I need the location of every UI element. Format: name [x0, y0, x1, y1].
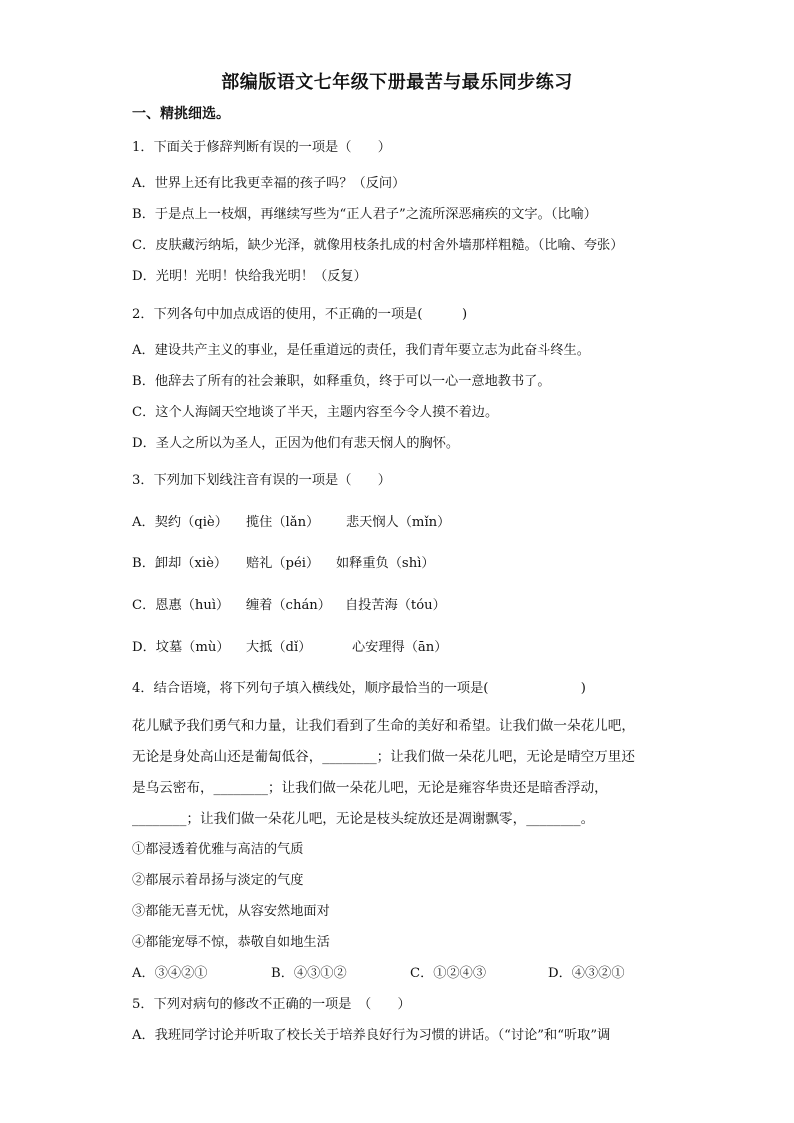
q4-item-4: ④都能宠辱不惊，恭敬自如地生活: [132, 935, 330, 950]
q3-b-term2: 赔礼（péi）: [246, 556, 320, 571]
q1-option-b: B．于是点上一枝烟，再继续写些为“正人君子”之流所深恶痛疾的文字。（比喻）: [132, 207, 597, 222]
q3-a-term1: A．契约（qiè）: [132, 515, 228, 530]
q2-option-d: D．圣人之所以为圣人，正因为他们有悲天悯人的胸怀。: [132, 436, 460, 451]
q2-option-c: C．这个人海阔天空地谈了半天，主题内容至今令人摸不着边。: [132, 405, 499, 420]
q3-c-term2: 缠着（chán）: [246, 598, 331, 613]
q4-choice-a: A．③④②①: [132, 966, 208, 981]
q1-stem: 1．下面关于修辞判断有误的一项是（ ）: [132, 140, 391, 155]
q2-option-a: A．建设共产主义的事业，是任重道远的责任，我们青年要立志为此奋斗终生。: [132, 343, 590, 358]
q4-paragraph-line-1: 花儿赋予我们勇气和力量，让我们看到了生命的美好和希望。让我们做一朵花儿吧，: [132, 718, 635, 734]
q4-paragraph-line-4: ________；让我们做一朵花儿吧，无论是枝头绽放还是凋谢飘零，________。: [132, 811, 595, 827]
q1-option-a: A．世界上还有比我更幸福的孩子吗？（反问）: [132, 176, 406, 191]
q4-paragraph-line-2: 无论是身处高山还是葡匐低谷，________；让我们做一朵花儿吧，无论是晴空万里还: [132, 749, 635, 765]
q3-b-term1: B．卸却（xiè）: [132, 556, 228, 571]
section-heading: 一、精挑细选。: [132, 106, 230, 122]
q5-stem: 5．下列对病句的修改不正确的一项是 （ ）: [132, 997, 411, 1012]
q4-choice-c: C．①②④③: [410, 966, 487, 981]
q4-stem: 4．结合语境，将下列句子填入横线处，顺序最恰当的一项是( ): [132, 681, 586, 696]
q3-d-term2: 大抵（dǐ）: [246, 640, 312, 655]
q1-option-d: D．光明！光明！快给我光明！（反复）: [132, 269, 367, 284]
q3-a-term3: 悲天悯人（mǐn）: [346, 515, 451, 530]
q3-c-term3: 自投苦海（tóu）: [345, 598, 446, 613]
q4-paragraph-line-3: 是乌云密布，________；让我们做一朵花儿吧，无论是雍容华贵还是暗香浮动，: [132, 780, 608, 796]
q3-b-term3: 如释重负（shì）: [336, 556, 435, 571]
q3-d-term3: 心安理得（ān）: [352, 640, 448, 655]
q2-stem: 2．下列各句中加点成语的使用，不正确的一项是( ): [132, 307, 468, 322]
page-title: 部编版语文七年级下册最苦与最乐同步练习: [221, 72, 573, 93]
q3-c-term1: C．恩惠（huì）: [132, 598, 230, 613]
q1-option-c: C．皮肤藏污纳垢，缺少光泽，就像用枝条扎成的村舍外墙那样粗糙。（比喻、夸张）: [132, 238, 624, 253]
q3-a-term2: 揽住（lǎn）: [246, 515, 320, 530]
q4-choice-d: D．④③②①: [548, 966, 625, 981]
q4-choice-b: B．④③①②: [271, 966, 347, 981]
q3-d-term1: D．坟墓（mù）: [132, 640, 230, 655]
q4-item-1: ①都浸透着优雅与高洁的气质: [132, 842, 304, 857]
q5-option-a: A．我班同学讨论并听取了校长关于培养良好行为习惯的讲话。（“讨论”和“听取”调: [132, 1028, 611, 1043]
q2-option-b: B．他辞去了所有的社会兼职，如释重负，终于可以一心一意地教书了。: [132, 374, 551, 389]
q3-stem: 3．下列加下划线注音有误的一项是（ ）: [132, 473, 391, 488]
q4-item-3: ③都能无喜无忧，从容安然地面对: [132, 904, 330, 919]
q4-item-2: ②都展示着昂扬与淡定的气度: [132, 873, 304, 888]
